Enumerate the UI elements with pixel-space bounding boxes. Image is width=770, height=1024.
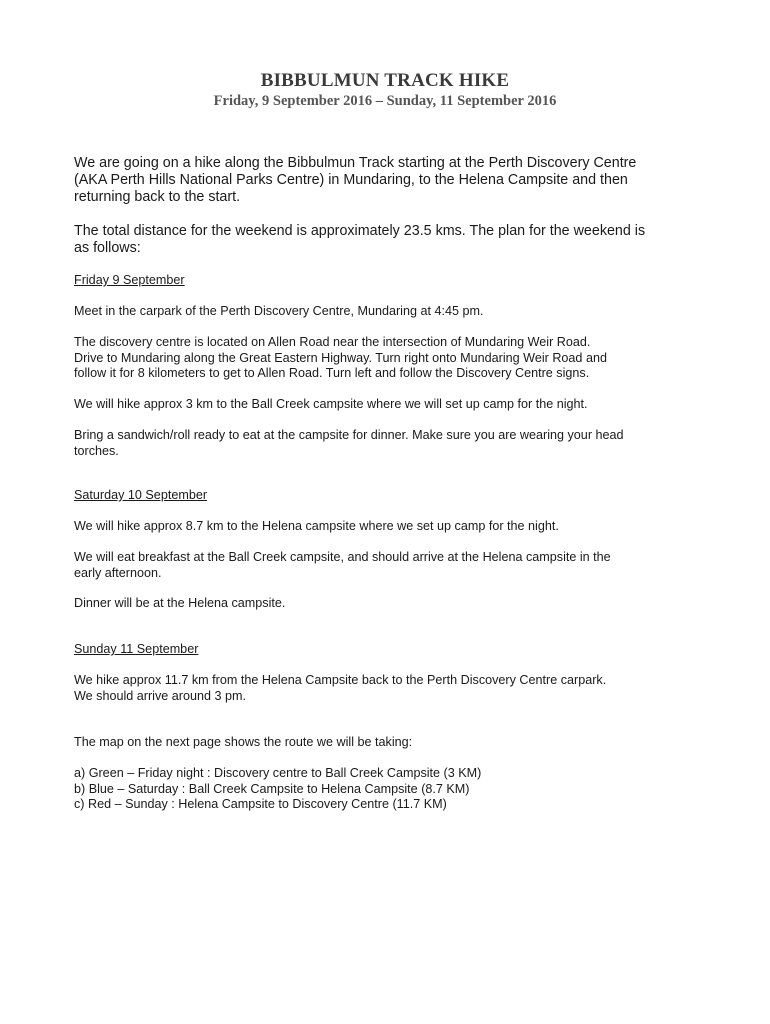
route-item-red: c) Red – Sunday : Helena Campsite to Discovery Centre (11.7 KM) [74, 797, 447, 811]
text-line: as follows: [74, 240, 141, 256]
map-intro-text: The map on the next page shows the route we will be taking: [74, 735, 413, 749]
document-title: BIBBULMUN TRACK HIKE [260, 70, 510, 91]
text-line: The total distance for the weekend is approximately 23.5 kms. The plan for the weekend is [74, 223, 646, 239]
text-line: torches. [74, 443, 119, 458]
text-line: Drive to Mundaring along the Great Eastern Highway. Turn right onto Mundaring Weir Road and [74, 350, 607, 365]
text-line: We will eat breakfast at the Ball Creek campsite, and should arrive at the Helena campsite in the [74, 550, 611, 564]
sunday-heading: Sunday 11 September [74, 642, 199, 656]
saturday-breakfast-text [74, 550, 704, 581]
text-line: The discovery centre is located on Allen Road near the intersection of Mundaring Weir Road. [74, 335, 591, 349]
text-line: We should arrive around 3 pm. [74, 688, 246, 703]
friday-hike-text: We will hike approx 3 km to the Ball Creek campsite where we will set up camp for the night. [74, 397, 588, 411]
saturday-hike-text: We will hike approx 8.7 km to the Helena campsite where we set up camp for the night. [74, 519, 559, 533]
text-line: We hike approx 11.7 km from the Helena Campsite back to the Perth Discovery Centre carpark. [74, 673, 607, 687]
text-line: returning back to the start. [74, 189, 241, 205]
document-subtitle: Friday, 9 September 2016 – Sunday, 11 September 2016 [213, 93, 557, 109]
text-line: follow it for 8 kilometers to get to Allen Road. Turn left and follow the Discovery Centre signs. [74, 366, 590, 380]
route-item-blue: b) Blue – Saturday : Ball Creek Campsite to Helena Campsite (8.7 KM) [74, 781, 470, 796]
friday-bring-text [74, 428, 704, 459]
friday-directions [74, 335, 704, 382]
text-line: (AKA Perth Hills National Parks Centre) in Mundaring, to the Helena Campsite and then [74, 172, 628, 188]
sunday-hike-text [74, 673, 704, 704]
route-list [74, 766, 704, 813]
route-item-green: a) Green – Friday night : Discovery centre to Ball Creek Campsite (3 KM) [74, 766, 482, 780]
intro-paragraph-1 [74, 155, 704, 206]
saturday-dinner-text: Dinner will be at the Helena campsite. [74, 596, 286, 610]
text-line: We are going on a hike along the Bibbulmun Track starting at the Perth Discovery Centre [74, 155, 637, 171]
intro-paragraph-2 [74, 223, 704, 257]
friday-meet-text: Meet in the carpark of the Perth Discovery Centre, Mundaring at 4:45 pm. [74, 304, 484, 318]
text-line: Bring a sandwich/roll ready to eat at the campsite for dinner. Make sure you are wearing your head [74, 428, 624, 442]
friday-heading: Friday 9 September [74, 273, 185, 287]
saturday-heading: Saturday 10 September [74, 488, 208, 502]
text-line: early afternoon. [74, 565, 162, 580]
